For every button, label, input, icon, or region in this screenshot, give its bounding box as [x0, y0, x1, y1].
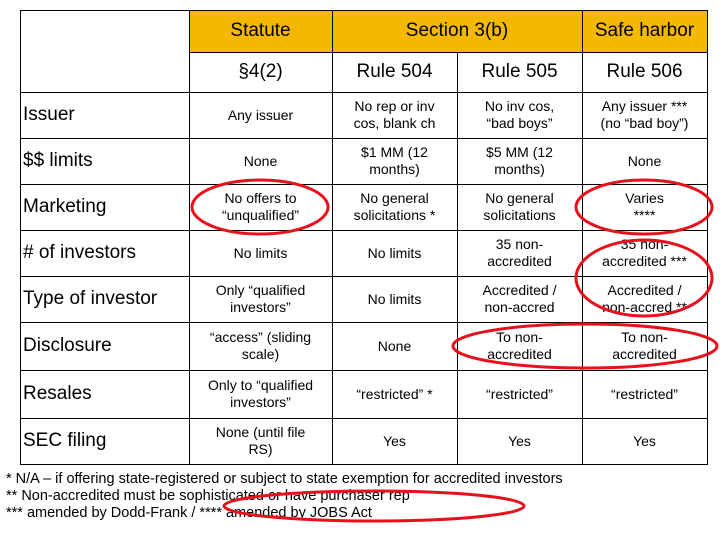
grid-line	[20, 464, 708, 465]
table-cell: No general solicitations *	[353, 190, 436, 223]
table-cell: No offers to “unqualified”	[221, 190, 300, 223]
table-cell: Only “qualified investors”	[215, 282, 306, 315]
table-cell: $5 MM (12 months)	[486, 144, 553, 177]
table-cell: No rep or inv cos, blank ch	[353, 98, 436, 131]
footnote-2: ** Non-accredited must be sophisticated or have purchaser rep	[6, 488, 410, 504]
subheader-rule-506: Rule 506	[582, 52, 707, 92]
grid-line	[20, 10, 708, 11]
row-label-resales: Resales	[23, 382, 92, 404]
table-cell: To non-accredited	[487, 329, 552, 362]
row-label-marketing: Marketing	[23, 195, 107, 217]
table-cell: No limits	[233, 244, 288, 261]
table-cell: Varies ****	[625, 190, 664, 223]
table-cell: Accredited / non-accred	[482, 282, 557, 315]
table-cell: No limits	[367, 244, 422, 261]
table-cell: Any issuer	[227, 106, 294, 123]
subheader-rule-504: Rule 504	[332, 52, 457, 92]
table-cell: “restricted” *	[356, 385, 433, 402]
table-cell: No inv cos, “bad boys”	[484, 98, 555, 131]
table-cell: 35 non-accredited	[487, 236, 552, 269]
table-cell: “access” (sliding scale)	[209, 329, 312, 362]
grid-line	[582, 10, 583, 464]
grid-line	[20, 322, 708, 323]
grid-line	[20, 184, 708, 185]
row-label-issuer: Issuer	[23, 103, 75, 125]
footnote-3: *** amended by Dodd-Frank / **** amended by JOBS Act	[6, 505, 372, 521]
table-cell: $1 MM (12 months)	[361, 144, 428, 177]
table-cell: None (until file RS)	[215, 424, 306, 457]
table-cell: Yes	[633, 432, 656, 449]
table-cell: Only to “qualified investors”	[207, 377, 314, 410]
grid-line	[20, 92, 708, 93]
table-cell: Accredited / non-accred **	[602, 282, 687, 315]
grid-line	[707, 10, 708, 464]
subheader-section-4-2: §4(2)	[189, 52, 332, 92]
row-label-type-of-investor: Type of investor	[23, 287, 158, 309]
grid-line	[20, 418, 708, 419]
row-label-sec-filing: SEC filing	[23, 429, 107, 451]
grid-line	[332, 10, 333, 464]
footnotes	[6, 471, 712, 522]
table-cell: Yes	[508, 432, 531, 449]
row-label-disclosure: Disclosure	[23, 334, 112, 356]
table-cell: Any issuer *** (no “bad boy”)	[600, 98, 689, 131]
grid-line	[20, 276, 708, 277]
row-label-number-of-investors: # of investors	[23, 241, 136, 263]
grid-line	[189, 52, 708, 53]
table-cell: “restricted”	[611, 385, 678, 402]
table-cell: To non-accredited	[612, 329, 677, 362]
table-cell: None	[627, 152, 662, 169]
grid-line	[20, 370, 708, 371]
header-section-3b: Section 3(b)	[332, 10, 582, 52]
grid-line	[20, 138, 708, 139]
footnote-1: * N/A – if offering state-registered or subject to state exemption for accredited investors	[6, 471, 563, 487]
table-cell: 35 non-accredited ***	[602, 236, 687, 269]
grid-line	[20, 10, 21, 464]
table-cell: No general solicitations	[483, 190, 556, 223]
row-label-dollar-limits: $$ limits	[23, 149, 93, 171]
table-cell: No limits	[367, 290, 422, 307]
subheader-rule-505: Rule 505	[457, 52, 582, 92]
grid-line	[20, 230, 708, 231]
grid-line	[189, 10, 190, 464]
header-safe-harbor: Safe harbor	[582, 10, 707, 52]
table-cell: Yes	[383, 432, 406, 449]
table-cell: “restricted”	[486, 385, 553, 402]
table-cell: None	[377, 337, 412, 354]
header-statute: Statute	[189, 10, 332, 52]
table-cell: None	[243, 152, 278, 169]
grid-line	[457, 52, 458, 464]
